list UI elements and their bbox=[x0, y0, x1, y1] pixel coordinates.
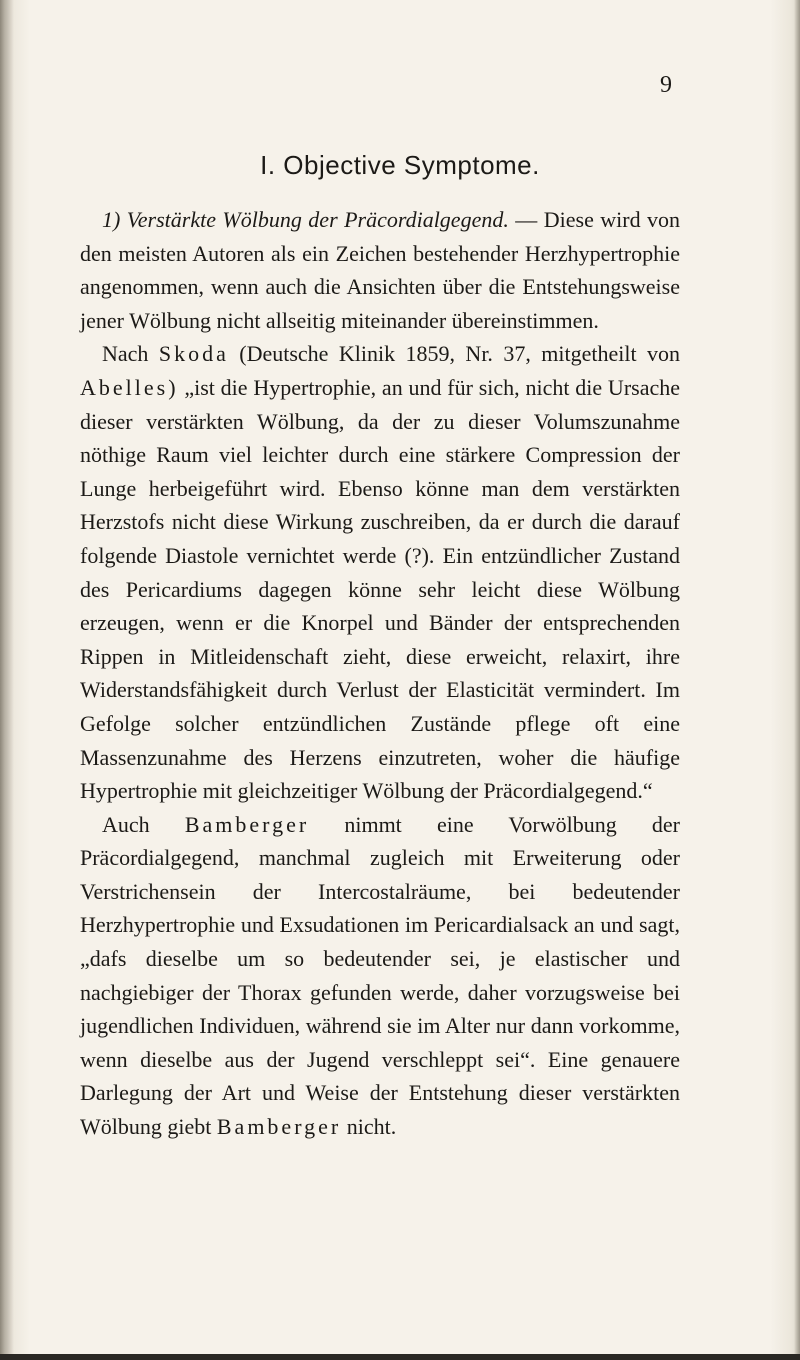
paragraph-text: nicht. bbox=[346, 1114, 397, 1140]
page-number: 9 bbox=[660, 72, 672, 98]
paragraph-text: nimmt eine Vorwölbung der Präcordialgegend, manchmal zugleich mit Erweiterung oder Verstrichensein der Intercostalräume, bei bedeutender Herzhypertrophie und Exsudationen im Pericardialsack an und sagt, „dafs dieselbe um so bedeutender sei, je elastischer und nachgiebiger der Thorax gefunden werde, daher vorzugsweise bei jugendlichen Individuen, während sie im Alter nur dann vorkomme, wenn dieselbe aus der Jugend verschleppt sei“. Eine genauere Darlegung der Art und Weise der Entstehung dieser verstärkten Wölbung giebt bbox=[80, 811, 681, 1140]
paragraph-text: — Diese wird von den meisten Autoren als ein Zeichen bestehender Herzhypertrophie angenommen, wenn auch die Ansichten über die Entstehungsweise jener Wölbung nicht allseitig miteinander übereinstimmen. bbox=[80, 207, 681, 333]
paragraph-2 bbox=[80, 337, 680, 807]
paragraph-subheading: Verstärkte Wölbung der Präcordialgegend. bbox=[126, 207, 509, 232]
paragraph-3 bbox=[80, 808, 680, 1144]
page-edge-shadow bbox=[794, 0, 800, 1360]
paragraph-text: Auch bbox=[102, 811, 150, 837]
author-name: Bamberger bbox=[184, 811, 310, 837]
paragraph-text: „ist die Hypertrophie, an und für sich, nicht die Ursache dieser verstärkten Wölbung, da der zu dieser Volumszunahme nöthige Raum viel leichter durch eine stärkere Compression der Lunge herbeigeführt wird. Ebenso könne man dem verstärkten Herzstofs nicht diese Wirkung zuschreiben, da er durch die darauf folgende Diastole vernichtet werde (?). Ein entzündlicher Zustand des Pericardiums dagegen könne sehr leicht diese Wölbung erzeugen, wenn er die Knorpel und Bänder der entsprechenden Rippen in Mitleidenschaft zieht, diese erweicht, relaxirt, ihre Widerstandsfähigkeit durch Verlust der Elasticität vermindert. Im Gefolge solcher entzündlichen Zustände pflege oft eine Massenzunahme des Herzens einzutreten, woher die häufige Hypertrophie mit gleichzeitiger Wölbung der Präcordialgegend.“ bbox=[80, 374, 680, 804]
author-name: Bamberger bbox=[216, 1114, 342, 1140]
section-heading: I. Objective Symptome. bbox=[260, 150, 540, 180]
paragraph-number: 1) bbox=[102, 207, 121, 232]
body-text bbox=[80, 203, 680, 1144]
author-name: Skoda bbox=[158, 341, 229, 367]
paragraph-1 bbox=[80, 203, 680, 337]
scan-bottom-edge bbox=[0, 1354, 800, 1360]
paragraph-text: Nach bbox=[102, 341, 149, 367]
paragraph-text: (Deutsche Klinik 1859, Nr. 37, mitgetheilt von bbox=[239, 341, 680, 367]
page-binding-shadow bbox=[0, 0, 14, 1360]
author-name: Abelles) bbox=[80, 374, 179, 400]
